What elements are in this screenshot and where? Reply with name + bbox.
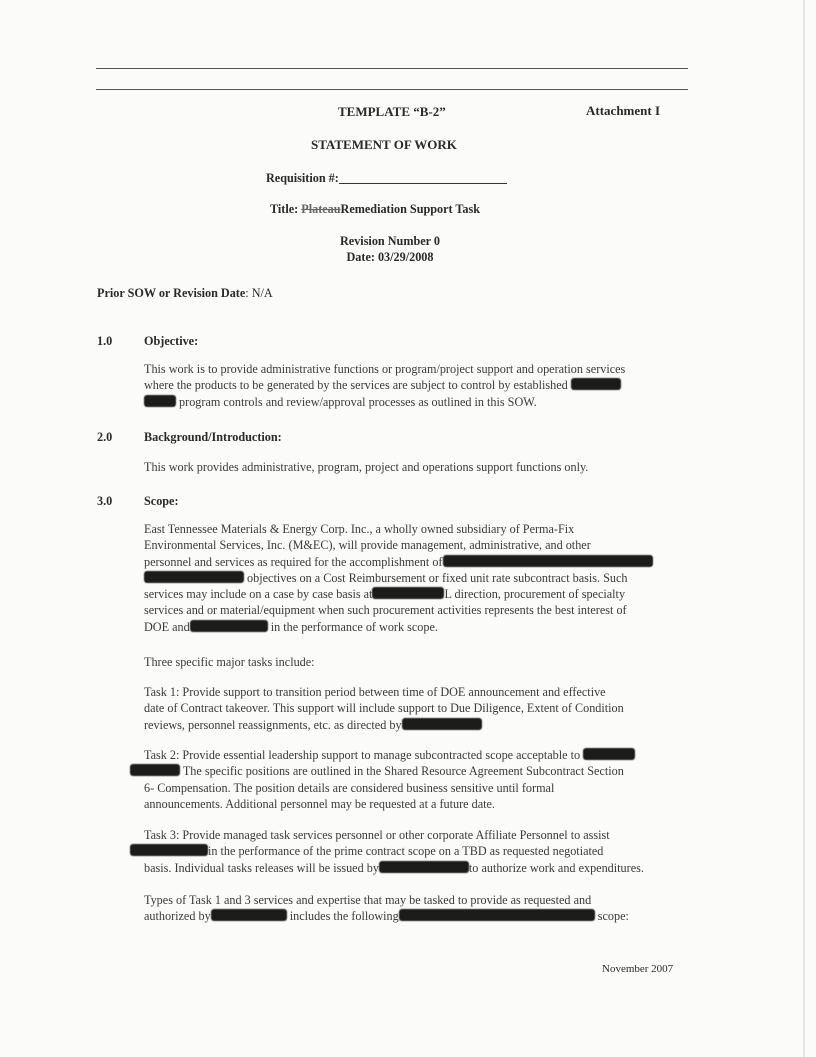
p1-line-5a: services may include on a case by case basis at bbox=[144, 587, 373, 602]
redaction bbox=[130, 764, 180, 776]
p3-line-2a: authorized by bbox=[144, 909, 211, 924]
redaction bbox=[144, 395, 176, 407]
t3-line-3b: to authorize work and expenditures. bbox=[468, 860, 644, 875]
task-1-paragraph bbox=[144, 684, 704, 733]
template-label: TEMPLATE “B-2” bbox=[338, 104, 446, 119]
title-label: Title: bbox=[270, 202, 299, 216]
section-1-heading: Objective: bbox=[144, 334, 199, 348]
second-rule bbox=[96, 89, 688, 90]
section-1-body bbox=[144, 361, 704, 410]
s1-line-3 bbox=[144, 394, 704, 410]
section-2-number: 2.0 bbox=[97, 430, 113, 444]
s1-line-2 bbox=[144, 377, 704, 393]
p1-line-3 bbox=[144, 554, 704, 570]
t1-line-3 bbox=[144, 717, 704, 733]
requisition-blank bbox=[339, 171, 507, 184]
redaction bbox=[443, 555, 653, 567]
prior-sow-value: : N/A bbox=[245, 286, 273, 300]
p1-line-3-text: personnel and services as required for the accomplishment of bbox=[144, 554, 443, 569]
p1-line-4 bbox=[144, 570, 704, 586]
t3-line-3 bbox=[144, 860, 704, 876]
title-struck-word: Plateau bbox=[301, 202, 341, 216]
t1-line-3-text: reviews, personnel reassignments, etc. as directed by bbox=[144, 717, 402, 732]
requisition-line bbox=[266, 171, 507, 186]
p1-line-4-text: objectives on a Cost Reimbursement or fixed unit rate subcontract basis. Such bbox=[247, 570, 628, 585]
t1-line-1: Task 1: Provide support to transition period between time of DOE announcement and effective bbox=[144, 685, 606, 699]
p3-line-1: Types of Task 1 and 3 services and expertise that may be tasked to provide as requested and bbox=[144, 893, 592, 907]
t2-line-2-text: The specific positions are outlined in the Shared Resource Agreement Subcontract Section bbox=[182, 764, 624, 779]
redaction bbox=[399, 909, 595, 921]
requisition-label: Requisition #: bbox=[266, 171, 339, 185]
scope-paragraph-2: Three specific major tasks include: bbox=[144, 655, 315, 669]
p1-line-7 bbox=[144, 619, 704, 635]
section-3-heading: Scope: bbox=[144, 494, 179, 508]
redaction bbox=[571, 378, 621, 390]
redaction bbox=[144, 571, 244, 583]
section-2-heading: Background/Introduction: bbox=[144, 430, 282, 444]
redaction bbox=[190, 620, 268, 632]
redaction bbox=[402, 718, 482, 730]
title-line bbox=[270, 202, 480, 217]
p1-line-6: services and or material/equipment when such procurement activities represents the best interest of bbox=[144, 603, 627, 618]
p3-line-2b: includes the following bbox=[289, 909, 399, 924]
task-3-paragraph bbox=[144, 827, 704, 876]
redaction bbox=[379, 861, 469, 873]
redaction bbox=[583, 748, 635, 760]
p1-line-7a: DOE and bbox=[144, 619, 190, 634]
p1-line-1: East Tennessee Materials & Energy Corp. Inc., a wholly owned subsidiary of Perma-Fix bbox=[144, 522, 575, 536]
task-2-paragraph bbox=[144, 747, 704, 812]
section-2-body: This work provides administrative, program, project and operations support functions only. bbox=[144, 460, 589, 474]
p3-line-2c: scope: bbox=[597, 909, 629, 924]
t3-line-3a: basis. Individual tasks releases will be issued by bbox=[144, 860, 379, 875]
p3-line-2 bbox=[144, 908, 704, 924]
section-3-number: 3.0 bbox=[97, 494, 113, 508]
redaction bbox=[372, 587, 444, 599]
p1-line-7b: in the performance of work scope. bbox=[270, 619, 438, 634]
redaction bbox=[130, 844, 208, 856]
t2-line-3: 6- Compensation. The position details are considered business sensitive until formal bbox=[144, 780, 555, 795]
t1-line-2: date of Contract takeover. This support will include support to Due Diligence, Extent of Condition bbox=[144, 701, 624, 716]
p1-line-5 bbox=[144, 586, 704, 602]
t2-line-2 bbox=[130, 763, 704, 779]
revision-date: Date: 03/29/2008 bbox=[346, 250, 434, 264]
prior-sow-label: Prior SOW or Revision Date bbox=[97, 286, 246, 300]
s1-line-2-text: where the products to be generated by the services are subject to control by established bbox=[144, 378, 568, 393]
redaction bbox=[211, 909, 287, 921]
s1-line-1: This work is to provide administrative functions or program/project support and operation services bbox=[144, 362, 626, 376]
section-1-number: 1.0 bbox=[97, 334, 113, 348]
scope-paragraph-1 bbox=[144, 521, 704, 635]
t3-line-2 bbox=[130, 843, 704, 859]
t3-line-2-text: in the performance of the prime contract scope on a TBD as requested negotiated bbox=[208, 844, 604, 859]
title-text: Remediation Support Task bbox=[340, 202, 481, 216]
t3-line-1: Task 3: Provide managed task services personnel or other corporate Affiliate Personnel to assist bbox=[144, 828, 610, 842]
p1-line-5b: L direction, procurement of specialty bbox=[444, 587, 626, 602]
top-rule bbox=[96, 68, 688, 69]
prior-sow-line bbox=[97, 286, 273, 301]
s1-line-3-text: program controls and review/approval processes as outlined in this SOW. bbox=[179, 394, 537, 409]
t2-line-4: announcements. Additional personnel may be requested at a future date. bbox=[144, 796, 495, 811]
t2-line-1-text: Task 2: Provide essential leadership support to manage subcontracted scope acceptable to bbox=[144, 748, 581, 762]
attachment-label: Attachment I bbox=[586, 103, 661, 118]
p1-line-2: Environmental Services, Inc. (M&EC), will provide management, administrative, and other bbox=[144, 538, 591, 553]
document-title: STATEMENT OF WORK bbox=[311, 137, 457, 152]
t2-line-1 bbox=[144, 747, 704, 763]
footer-date: November 2007 bbox=[602, 963, 674, 975]
scope-paragraph-3 bbox=[144, 892, 704, 925]
scan-edge bbox=[803, 0, 805, 1057]
revision-number: Revision Number 0 bbox=[340, 234, 440, 248]
